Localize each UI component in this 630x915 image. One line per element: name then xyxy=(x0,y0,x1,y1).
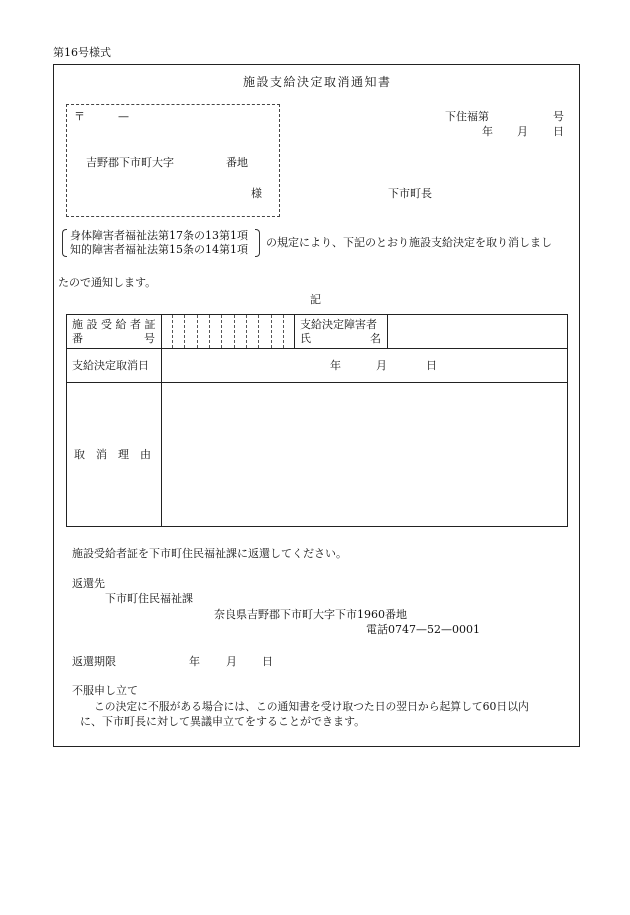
ki-heading: 記 xyxy=(310,293,321,306)
digit-cell[interactable] xyxy=(209,315,221,348)
return-deadline-label: 返還期限 xyxy=(72,655,116,668)
reference-year: 年 xyxy=(482,125,493,138)
law-line-1: 身体障害者福祉法第17条の13第1項 xyxy=(70,229,248,242)
digit-cell[interactable] xyxy=(172,315,184,348)
recipient-honorific: 様 xyxy=(251,187,262,200)
return-deadline-day: 日 xyxy=(262,655,273,668)
return-deadline-month: 月 xyxy=(226,655,237,668)
document-title: 施設支給決定取消通知書 xyxy=(243,75,392,89)
postal-mark: 〒 xyxy=(74,110,85,123)
reference-doc-suffix: 号 xyxy=(553,110,564,123)
cancel-date-label: 支給決定取消日 xyxy=(72,358,149,372)
recipient-name-label-shi: 氏 xyxy=(300,331,311,345)
cancel-reason-label-cell xyxy=(67,383,162,527)
law-line-2: 知的障害者福祉法第15条の14第1項 xyxy=(70,243,248,256)
cancel-date-year: 年 xyxy=(330,358,341,372)
recipient-name-label-mei: 名 xyxy=(370,331,381,345)
reference-doc-prefix: 下住福第 xyxy=(445,110,489,123)
digit-cell[interactable] xyxy=(162,315,172,348)
digit-cell[interactable] xyxy=(221,315,233,348)
cancel-date-label-cell xyxy=(67,349,162,383)
recipient-address-prefix: 吉野郡下市町大字 xyxy=(86,156,174,169)
recipient-address-suffix: 番地 xyxy=(226,156,248,169)
postal-dash: — xyxy=(118,110,129,123)
cancel-date-field[interactable] xyxy=(162,349,568,383)
digit-cell[interactable] xyxy=(271,315,283,348)
return-dest-address: 奈良県吉野郡下市町大字下市1960番地 xyxy=(214,608,407,621)
cert-number-label-go: 号 xyxy=(144,331,155,345)
body-text-line-2: たので通知します。 xyxy=(58,276,157,289)
cancel-date-month: 月 xyxy=(376,358,387,372)
recipient-name-field[interactable] xyxy=(388,315,568,349)
return-deadline-year: 年 xyxy=(189,655,200,668)
cert-number-label-line1: 施 設 受 給 者 証 xyxy=(72,317,156,331)
return-dest-label: 返還先 xyxy=(72,577,105,590)
return-dest-phone: 電話0747—52—0001 xyxy=(366,623,480,636)
reference-month: 月 xyxy=(517,125,528,138)
return-dest-department: 下市町住民福祉課 xyxy=(105,592,193,605)
recipient-name-label-line1: 支給決定障害者 xyxy=(300,317,377,331)
objection-line-2: に、下市町長に対して異議申立てをすることができます。 xyxy=(80,715,366,728)
return-notice: 施設受給者証を下市町住民福祉課に返還してください。 xyxy=(72,547,347,560)
cert-number-label-ban: 番 xyxy=(72,331,83,345)
law-bracket-left xyxy=(62,229,67,257)
law-bracket-right xyxy=(255,229,260,257)
cancel-reason-label: 取 消 理 由 xyxy=(74,447,151,461)
reference-day: 日 xyxy=(553,125,564,138)
digit-cell[interactable] xyxy=(258,315,270,348)
cert-number-digit-cells[interactable] xyxy=(162,315,295,349)
digit-cell[interactable] xyxy=(234,315,246,348)
cert-number-label-cell xyxy=(67,315,162,349)
cancel-date-day: 日 xyxy=(426,358,437,372)
digit-cell[interactable] xyxy=(283,315,294,348)
objection-title: 不服申し立て xyxy=(72,684,138,697)
digit-cell[interactable] xyxy=(184,315,196,348)
form-number: 第16号様式 xyxy=(53,46,111,59)
digit-cell[interactable] xyxy=(246,315,258,348)
cancel-reason-field[interactable] xyxy=(162,383,568,527)
digit-cell[interactable] xyxy=(197,315,209,348)
recipient-name-label-cell xyxy=(295,315,388,349)
issuer: 下市町長 xyxy=(388,187,432,200)
objection-line-1: この決定に不服がある場合には、この通知書を受け取つた日の翌日から起算して60日以内 xyxy=(94,700,529,713)
body-text-line-1: の規定により、下記のとおり施設支給決定を取り消しまし xyxy=(266,236,552,249)
info-table xyxy=(66,314,568,527)
